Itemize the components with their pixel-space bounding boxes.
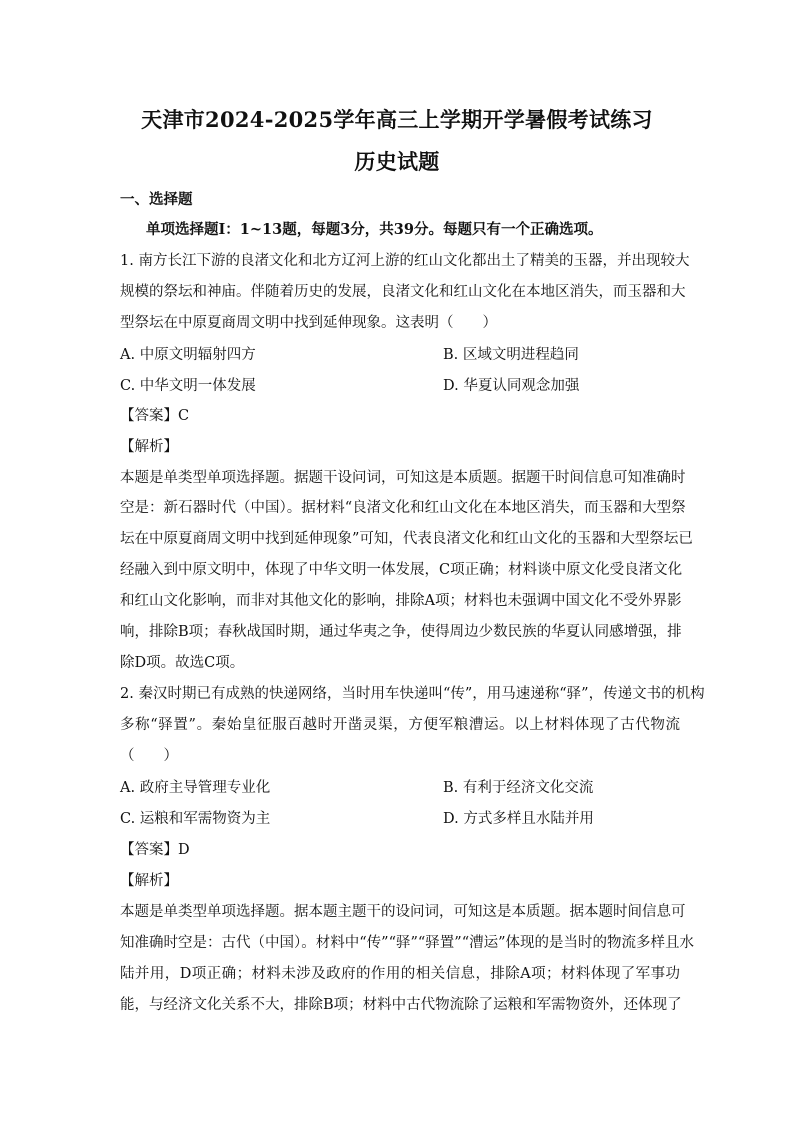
question-1-analysis-line: 响，排除B项；春秋战国时期，通过华夷之争，使得周边少数民族的华夏认同感增强，排 [120,624,682,640]
exam-subject-title: 历史试题 [354,149,440,174]
question-1-option-c: C. 中华文明一体发展 [120,378,256,394]
question-2-option-c: C. 运粮和军需物资为主 [120,811,271,827]
question-1-analysis-line: 坛在中原夏商周文明中找到延伸现象”可知，代表良渚文化和红山文化的玉器和大型祭坛已 [120,531,693,547]
question-1-analysis-line: 本题是单类型单项选择题。据题干设问词，可知这是本质题。据题干时间信息可知准确时 [120,470,686,486]
question-2-analysis-line: 本题是单类型单项选择题。据本题主题干的设问词，可知这是本质题。据本题时间信息可 [120,904,686,920]
question-1-analysis-line: 空是：新石器时代（中国）。据材料“良渚文化和红山文化在本地区消失，而玉器和大型祭 [120,500,686,516]
question-2-stem-line-3: （ ） [120,748,178,764]
question-2-analysis-line: 知准确时空是：古代（中国）。材料中“传”“驿”“驿置”“漕运”体现的是当时的物流多样且水 [120,935,695,951]
question-1-option-d: D. 华夏认同观念加强 [443,378,580,394]
question-1-answer: 【答案】C [120,408,190,424]
section-heading: 一、选择题 [120,191,193,208]
question-1-stem-line-2: 规模的祭坛和神庙。伴随着历史的发展，良渚文化和红山文化在本地区消失，而玉器和大 [120,284,686,300]
question-1-stem-line-3: 型祭坛在中原夏商周文明中找到延伸现象。这表明（ ） [120,315,497,331]
question-2-option-a: A. 政府主导管理专业化 [120,780,271,796]
question-2-analysis-line: 能，与经济文化关系不大，排除B项；材料中古代物流除了运粮和军需物资外，还体现了 [120,997,682,1013]
question-2-answer: 【答案】D [120,842,190,858]
question-1-analysis-line: 经融入到中原文明中，体现了中华文明一体发展，C项正确；材料谈中原文化受良渚文化 [120,562,683,578]
question-2-option-d: D. 方式多样且水陆并用 [443,811,594,827]
question-1-option-b: B. 区域文明进程趋同 [443,347,579,363]
question-2-stem-line-1: 2. 秦汉时期已有成熟的快递网络，当时用车快递叫“传”，用马速递称“驿”，传递文书的机构 [120,686,705,702]
question-2-option-b: B. 有利于经济文化交流 [443,780,594,796]
question-2-analysis-line: 陆并用，D项正确；材料未涉及政府的作用的相关信息，排除A项；材料体现了军事功 [120,966,680,982]
question-2-stem-line-2: 多称“驿置”。秦始皇征服百越时开凿灵渠，方便军粮漕运。以上材料体现了古代物流 [120,717,680,733]
question-1-option-a: A. 中原文明辐射四方 [120,347,256,363]
question-2-analysis-label: 【解析】 [120,873,178,889]
exam-title: 天津市2024-2025学年高三上学期开学暑假考试练习 [141,107,653,132]
question-1-analysis-label: 【解析】 [120,439,178,455]
section-instruction: 单项选择题Ⅰ：1~13题，每题3分，共39分。每题只有一个正确选项。 [146,221,603,238]
question-1-analysis-line: 除D项。故选C项。 [120,655,245,671]
question-1-analysis-line: 和红山文化影响，而非对其他文化的影响，排除A项；材料也未强调中国文化不受外界影 [120,593,682,609]
question-1-stem-line-1: 1. 南方长江下游的良渚文化和北方辽河上游的红山文化都出土了精美的玉器，并出现较大 [120,253,690,269]
